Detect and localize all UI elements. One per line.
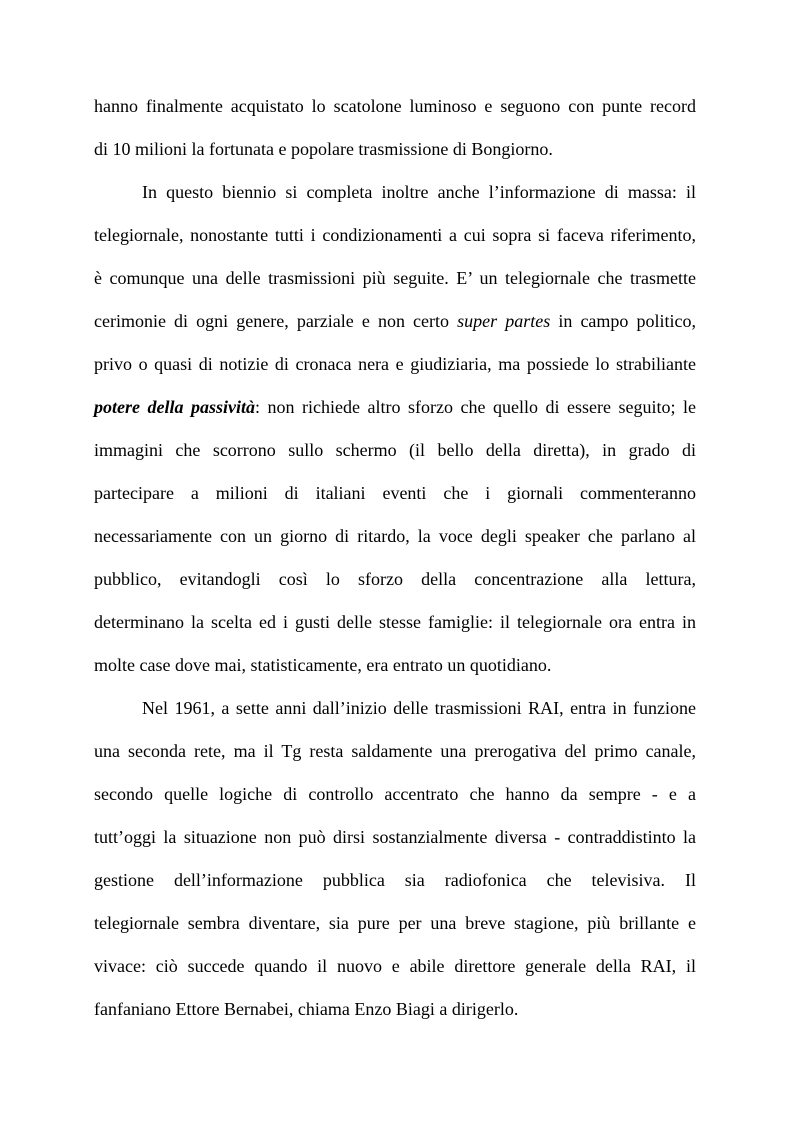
text-line: fanfaniano Ettore Bernabei, chiama Enzo Biagi a dirigerlo. (94, 999, 519, 1019)
text-line: Nel 1961, a sette anni dall’inizio delle trasmissioni RAI, entra in funzione (142, 698, 696, 718)
text-line: è comunque una delle trasmissioni più seguite. E’ un telegiornale che trasmette (94, 268, 696, 288)
text-run: : non richiede altro sforzo che quello di essere seguito; le (255, 397, 696, 417)
bold-italic-phrase: potere della passività (94, 397, 256, 417)
text-line: determinano la scelta ed i gusti delle stesse famiglie: il telegiornale ora entra in (94, 612, 696, 632)
text-line: telegiornale, nonostante tutti i condizionamenti a cui sopra si faceva riferimento, (94, 225, 696, 245)
text-line: una seconda rete, ma il Tg resta saldamente una prerogativa del primo canale, (94, 741, 696, 761)
body-text (94, 96, 696, 1042)
text-line: In questo biennio si completa inoltre anche l’informazione di massa: il (142, 182, 696, 202)
italic-phrase: super partes (457, 311, 551, 331)
text-line: partecipare a milioni di italiani eventi che i giornali commenteranno (94, 483, 696, 503)
text-line: di 10 milioni la fortunata e popolare trasmissione di Bongiorno. (94, 139, 553, 159)
text-line: necessariamente con un giorno di ritardo, la voce degli speaker che parlano al (94, 526, 696, 546)
text-run: in campo politico, (550, 311, 697, 331)
text-line: secondo quelle logiche di controllo accentrato che hanno da sempre - e a (94, 784, 696, 804)
text-line: vivace: ciò succede quando il nuovo e abile direttore generale della RAI, il (94, 956, 696, 976)
text-line: privo o quasi di notizie di cronaca nera e giudiziaria, ma possiede lo strabiliante (94, 354, 696, 374)
text-line: pubblico, evitandogli così lo sforzo della concentrazione alla lettura, (94, 569, 696, 589)
text-line (94, 311, 696, 354)
text-line: immagini che scorrono sullo schermo (il bello della diretta), in grado di (94, 440, 696, 460)
text-line: tutt’oggi la situazione non può dirsi sostanzialmente diversa - contraddistinto la (94, 827, 696, 847)
text-line: telegiornale sembra diventare, sia pure per una breve stagione, più brillante e (94, 913, 696, 933)
text-line: hanno finalmente acquistato lo scatolone luminoso e seguono con punte record (94, 96, 696, 116)
text-line (94, 397, 696, 440)
text-run: cerimonie di ogni genere, parziale e non certo (94, 311, 450, 331)
text-line: gestione dell’informazione pubblica sia radiofonica che televisiva. Il (94, 870, 696, 890)
text-line: molte case dove mai, statisticamente, era entrato un quotidiano. (94, 655, 552, 675)
